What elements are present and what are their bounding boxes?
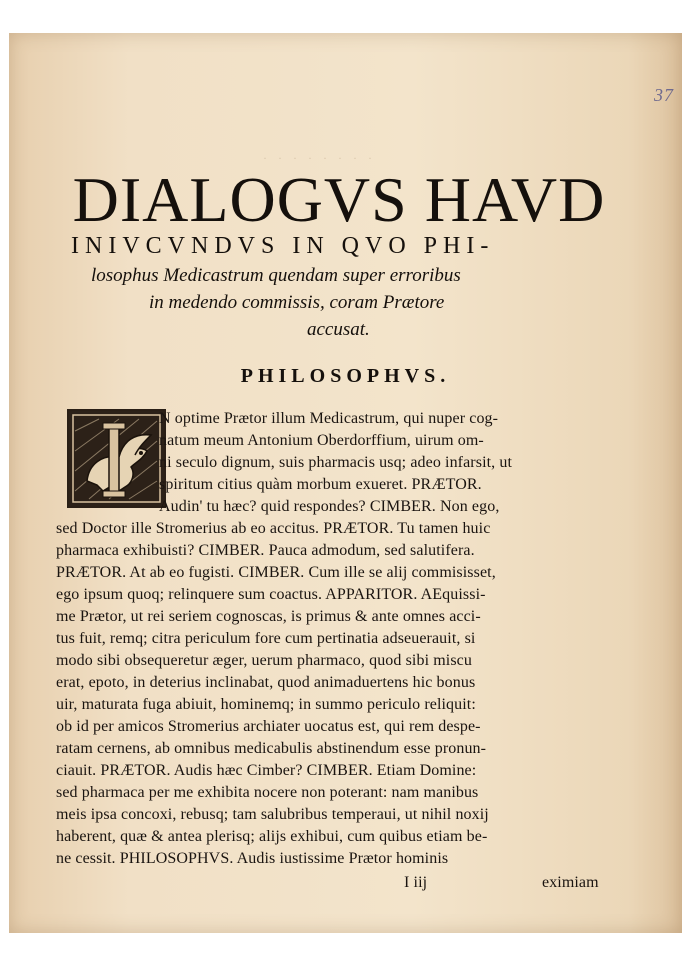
body-line: me Prætor, ut rei seriem cognoscas, is primus & ante omnes acci- xyxy=(56,608,481,625)
title-line-4: in medendo commissis, coram Prætore xyxy=(149,292,445,313)
body-line: uir, maturata fuga abiuit, hominemq; in summo periculo reliquit: xyxy=(56,696,476,713)
body-line: pharmaca exhibuisti? CIMBER. Pauca admodum, sed salutifera. xyxy=(56,542,475,559)
body-line: tus fuit, remq; citra periculum fore cum pertinatia adseuerauit, si xyxy=(56,630,476,647)
body-line: Audin' tu hæc? quid respondes? CIMBER. Non ego, xyxy=(159,498,500,515)
book-page xyxy=(9,33,682,933)
show-through-text: · · · · · · · · xyxy=(263,151,376,165)
woodcut-beast-icon xyxy=(69,411,164,506)
body-line: spiritum citius quàm morbum exueret. PRÆTOR. xyxy=(159,476,482,493)
body-line: ob id per amicos Stromerius archiater uocatus est, qui rem despe- xyxy=(56,718,481,735)
body-line: ne cessit. PHILOSOPHVS. Audis iustissime Prætor hominis xyxy=(56,850,449,867)
folio-number: 37 xyxy=(654,85,674,105)
speaker-heading: PHILOSOPHVS. xyxy=(240,365,451,387)
title-line-3: losophus Medicastrum quendam super erroribus xyxy=(91,265,461,286)
body-line: natum meum Antonium Oberdorffium, uirum om- xyxy=(159,432,484,449)
body-line: ciauit. PRÆTOR. Audis hæc Cimber? CIMBER. Etiam Domine: xyxy=(56,762,477,779)
title-main: DIALOGVS HAVD xyxy=(72,164,606,235)
signature-mark: I iij xyxy=(404,874,428,891)
body-line: ni seculo dignum, suis pharmacis usq; adeo infarsit, ut xyxy=(159,454,512,471)
body-line: sed pharmaca per me exhibita nocere non poterant: nam manibus xyxy=(56,784,479,801)
woodcut-initial-image xyxy=(67,409,166,508)
body-line: erat, epoto, in deterius inclinabat, quod animaduertens hic bonus xyxy=(56,674,476,691)
body-line: PRÆTOR. At ab eo fugisti. CIMBER. Cum ille se alij commisisset, xyxy=(56,564,496,581)
title-line-2: INIVCVNDVS IN QVO PHI- xyxy=(71,233,495,259)
catchword: eximiam xyxy=(542,874,599,891)
body-line: sed Doctor ille Stromerius ab eo accitus. PRÆTOR. Tu tamen huic xyxy=(56,520,491,537)
body-line: N optime Prætor illum Medicastrum, qui nuper cog- xyxy=(159,410,499,427)
title-line-5: accusat. xyxy=(307,319,370,340)
body-line: ratam cernens, ab omnibus medicabulis abstinendum esse pronun- xyxy=(56,740,487,757)
body-line: meis ipsa concoxi, rebusq; tam salubribus temperaui, ut nihil noxij xyxy=(56,806,489,823)
body-line: ego ipsum quoq; relinquere sum coactus. APPARITOR. AEquissi- xyxy=(56,586,486,603)
body-line: modo sibi obsequeretur æger, uerum pharmaco, quod sibi miscu xyxy=(56,652,472,669)
body-line: haberent, quæ & antea plerisq; alijs exhibui, cum quibus etiam be- xyxy=(56,828,488,845)
